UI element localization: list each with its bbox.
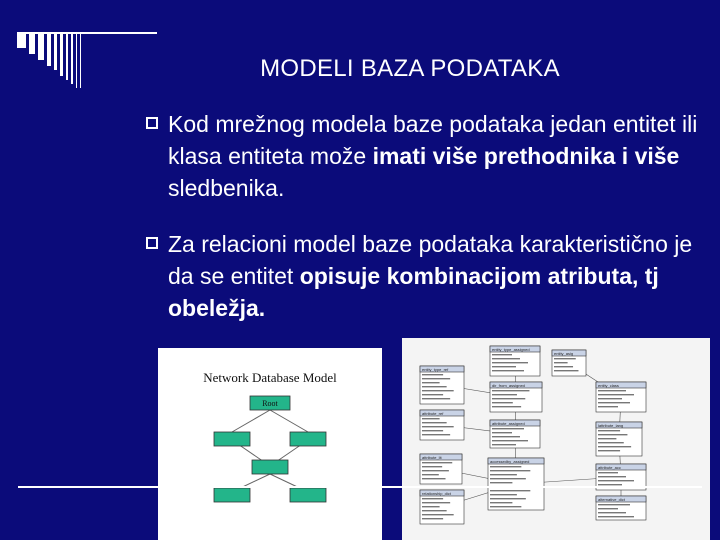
schema-table (420, 410, 464, 440)
schema-table (490, 420, 540, 448)
bullet-square-icon (146, 237, 158, 249)
network-node (214, 432, 250, 446)
schema-field-line (422, 510, 447, 511)
schema-diagram (402, 338, 710, 540)
schema-field-line (598, 508, 618, 509)
schema-table-name: relationship_dict (422, 491, 451, 496)
schema-field-line (598, 434, 627, 435)
schema-field-line (492, 362, 528, 363)
schema-field-line (598, 450, 620, 451)
root-label: Root (262, 399, 278, 408)
schema-field-line (492, 428, 524, 429)
schema-field-line (492, 370, 524, 371)
schema-field-line (554, 362, 568, 363)
bullet-square-icon (146, 117, 158, 129)
schema-field-line (422, 430, 443, 431)
schema-field-line (422, 422, 447, 423)
schema-field-line (598, 472, 618, 473)
schema-table (420, 454, 462, 484)
schema-field-line (490, 502, 512, 503)
schema-field-line (490, 466, 521, 467)
schema-field-line (598, 398, 622, 399)
schema-field-line (598, 442, 624, 443)
schema-field-line (422, 478, 446, 479)
network-node (290, 488, 326, 502)
network-node (252, 460, 288, 474)
schema-field-line (490, 474, 517, 475)
schema-table-name: entity_type_ref (422, 367, 449, 372)
bullet-network-model (146, 108, 706, 204)
schema-table (420, 366, 464, 404)
schema-table-name: alternative_dict (598, 497, 625, 502)
schema-table (488, 458, 544, 510)
schema-field-line (422, 382, 440, 383)
bullet-text (146, 108, 706, 204)
schema-field-line (598, 406, 618, 407)
schema-field-line (598, 476, 626, 477)
schema-table-name: entity_type_assigned (492, 347, 530, 352)
figure-title: Network Database Model (203, 370, 337, 385)
schema-table-name: accessedby_assigned (490, 459, 530, 464)
schema-field-line (422, 426, 454, 427)
schema-field-line (554, 370, 578, 371)
schema-field-line (598, 512, 626, 513)
schema-field-line (422, 474, 439, 475)
schema-field-line (422, 394, 443, 395)
schema-field-line (490, 494, 517, 495)
schema-field-line (492, 358, 520, 359)
schema-field-line (422, 398, 450, 399)
schema-table-name: entity_class (598, 383, 619, 388)
schema-field-line (422, 378, 450, 379)
schema-field-line (492, 402, 513, 403)
schema-table (420, 490, 464, 524)
schema-field-line (598, 480, 634, 481)
schema-field-line (598, 402, 630, 403)
network-diagram (158, 348, 382, 540)
schema-field-line (598, 504, 630, 505)
schema-field-line (422, 386, 447, 387)
schema-field-line (422, 374, 443, 375)
bullet-relational-model (146, 228, 706, 324)
schema-field-line (598, 430, 620, 431)
bullet-text (146, 228, 706, 324)
schema-table-name: attribute_acc (598, 465, 621, 470)
schema-table-name: entity_asig (554, 351, 574, 356)
schema-field-line (492, 406, 521, 407)
schema-table (596, 496, 646, 520)
schema-field-line (422, 390, 454, 391)
schema-table (490, 382, 542, 412)
schema-table (596, 382, 646, 412)
schema-table (552, 350, 586, 376)
schema-field-line (492, 394, 517, 395)
schema-field-line (492, 432, 512, 433)
schema-field-line (490, 506, 521, 507)
bullet-text-bold: opisuje kombinacijom atributa, tj obeležja. (168, 263, 659, 321)
schema-field-line (422, 470, 449, 471)
schema-field-line (422, 418, 440, 419)
divider-line (18, 486, 702, 488)
schema-field-line (598, 438, 616, 439)
schema-field-line (422, 498, 443, 499)
schema-table-name: lattribute_lang (598, 423, 624, 428)
schema-field-line (492, 398, 525, 399)
relational-schema-figure (402, 338, 710, 540)
schema-table-name: attribute_ref (422, 411, 444, 416)
schema-field-line (490, 478, 526, 479)
bullet-text-segment: sledbenika. (168, 175, 285, 201)
schema-table-name: attribute_lit (422, 455, 442, 460)
schema-field-line (598, 390, 626, 391)
network-node (290, 432, 326, 446)
schema-table-name: attribute_assigned (492, 421, 525, 426)
schema-field-line (490, 470, 530, 471)
schema-table (490, 346, 540, 376)
schema-field-line (492, 436, 520, 437)
schema-field-line (492, 354, 512, 355)
schema-field-line (490, 490, 530, 491)
schema-field-line (554, 366, 573, 367)
schema-field-line (490, 498, 526, 499)
slide-title: MODELI BAZA PODATAKA (260, 55, 560, 82)
schema-field-line (422, 514, 454, 515)
schema-field-line (422, 518, 443, 519)
schema-field-line (422, 502, 450, 503)
schema-field-line (422, 462, 452, 463)
schema-table-name: dir_from_assigned (492, 383, 525, 388)
schema-field-line (554, 358, 576, 359)
schema-field-line (492, 366, 516, 367)
schema-field-line (598, 394, 634, 395)
network-model-figure (158, 348, 382, 540)
schema-field-line (422, 506, 440, 507)
schema-field-line (490, 482, 512, 483)
schema-field-line (598, 516, 634, 517)
network-node (214, 488, 250, 502)
decorative-bars (17, 32, 157, 88)
schema-field-line (422, 434, 450, 435)
schema-table (596, 422, 642, 456)
schema-field-line (492, 390, 529, 391)
schema-field-line (422, 466, 442, 467)
bullet-text-segment: Za relacioni model baze podataka karakteristično je da se entitet (168, 231, 693, 289)
bullet-text-segment: Kod mrežnog modela baze podataka jedan entitet ili klasa entiteta može (168, 111, 698, 169)
bullet-text-bold: imati više prethodnika i više (372, 143, 680, 169)
schema-field-line (598, 446, 631, 447)
schema-field-line (492, 444, 516, 445)
schema-field-line (492, 440, 528, 441)
